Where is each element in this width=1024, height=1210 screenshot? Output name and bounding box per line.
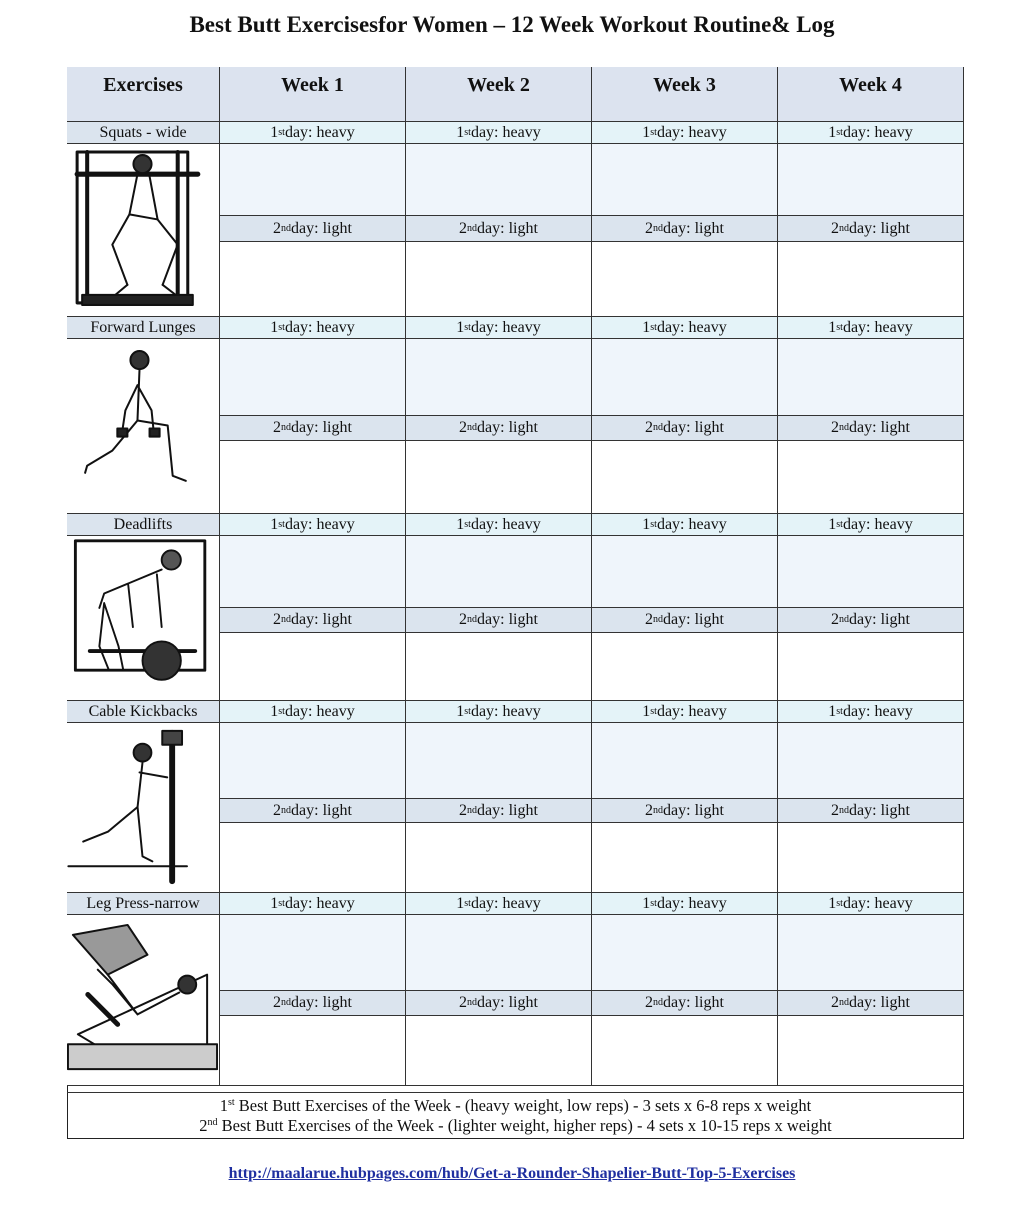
day-text: day: light <box>849 994 910 1011</box>
exercise-image-cell <box>67 915 220 1086</box>
day-ordinal: 2 <box>459 419 468 436</box>
day-ordinal: 1 <box>642 894 651 912</box>
day-text: day: heavy <box>284 702 355 720</box>
light-day-entry-cell[interactable] <box>406 242 592 317</box>
day-ordinal: 2 <box>831 994 840 1011</box>
heavy-day-entry-cell[interactable] <box>406 144 592 216</box>
day-text: day: light <box>291 994 352 1011</box>
day-text: day: heavy <box>470 702 541 720</box>
day-ordinal: 1 <box>270 702 279 720</box>
exercise-name: Cable Kickbacks <box>67 701 220 723</box>
day-ordinal: 2 <box>831 419 840 436</box>
light-day-entry-cell[interactable] <box>220 441 406 514</box>
heavy-day-label: 1 st day: heavy <box>220 514 406 536</box>
day-text: day: light <box>663 801 724 819</box>
day-text: day: heavy <box>656 123 727 141</box>
light-day-label: 2 nd day: light <box>592 216 778 242</box>
light-day-label: 2 nd day: light <box>406 991 592 1016</box>
light-day-entry-cell[interactable] <box>220 1016 406 1086</box>
day-text: day: heavy <box>284 318 355 336</box>
exercise-name: Leg Press-narrow <box>67 893 220 915</box>
day-text: day: heavy <box>842 515 913 533</box>
day-text: day: heavy <box>656 318 727 336</box>
header-week-2: Week 2 <box>406 67 592 122</box>
heavy-day-entry-cell[interactable] <box>778 339 964 416</box>
day-text: day: heavy <box>470 123 541 141</box>
heavy-day-label: 1 st day: heavy <box>406 122 592 144</box>
day-text: day: heavy <box>656 515 727 533</box>
heavy-day-label: 1 st day: heavy <box>592 893 778 915</box>
day-text: day: heavy <box>470 515 541 533</box>
day-ordinal: 2 <box>273 219 282 237</box>
deadlift-illustration <box>67 536 218 699</box>
light-day-entry-cell[interactable] <box>592 441 778 514</box>
day-ordinal: 2 <box>831 801 840 819</box>
footer-ordinal-suffix: st <box>227 1097 235 1108</box>
source-link[interactable]: http://maalarue.hubpages.com/hub/Get-a-Rounder-Shapelier-Butt-Top-5-Exercises <box>228 1165 796 1182</box>
heavy-day-entry-cell[interactable] <box>778 723 964 799</box>
day-ordinal: 1 <box>642 318 651 336</box>
heavy-day-entry-cell[interactable] <box>592 144 778 216</box>
day-text: day: heavy <box>656 702 727 720</box>
exercise-name: Deadlifts <box>67 514 220 536</box>
day-text: day: heavy <box>470 318 541 336</box>
light-day-label: 2 nd day: light <box>220 991 406 1016</box>
day-text: day: light <box>663 219 724 237</box>
day-ordinal: 1 <box>270 894 279 912</box>
light-day-label: 2 nd day: light <box>220 608 406 633</box>
day-ordinal: 2 <box>645 419 654 436</box>
day-ordinal: 1 <box>828 123 837 141</box>
day-text: day: light <box>849 219 910 237</box>
heavy-day-entry-cell[interactable] <box>592 339 778 416</box>
day-ordinal: 1 <box>270 515 279 533</box>
day-ordinal: 1 <box>828 702 837 720</box>
day-text: day: heavy <box>842 894 913 912</box>
heavy-day-entry-cell[interactable] <box>592 723 778 799</box>
day-text: day: light <box>291 611 352 628</box>
day-ordinal: 2 <box>273 801 282 819</box>
day-text: day: heavy <box>842 123 913 141</box>
light-day-entry-cell[interactable] <box>406 823 592 893</box>
footer-text: Best Butt Exercises of the Week - (lighter weight, higher reps) - 4 sets x 10-15 reps x weight <box>217 1116 832 1135</box>
day-ordinal: 2 <box>645 611 654 628</box>
heavy-day-entry-cell[interactable] <box>778 915 964 991</box>
light-day-entry-cell[interactable] <box>406 633 592 701</box>
light-day-entry-cell[interactable] <box>592 633 778 701</box>
light-day-label: 2 nd day: light <box>220 216 406 242</box>
lunge-illustration <box>67 339 218 512</box>
day-ordinal: 1 <box>642 123 651 141</box>
day-text: day: light <box>477 801 538 819</box>
light-day-label: 2 nd day: light <box>778 608 964 633</box>
light-day-label: 2 nd day: light <box>592 799 778 823</box>
day-ordinal: 2 <box>645 994 654 1011</box>
kickback-illustration <box>67 723 218 891</box>
day-text: day: light <box>663 994 724 1011</box>
day-text: day: heavy <box>284 894 355 912</box>
light-day-entry-cell[interactable] <box>406 1016 592 1086</box>
light-day-entry-cell[interactable] <box>406 441 592 514</box>
footer-line-2 <box>67 1116 964 1136</box>
day-text: day: heavy <box>842 318 913 336</box>
light-day-label: 2 nd day: light <box>220 416 406 441</box>
heavy-day-label: 1 st day: heavy <box>220 701 406 723</box>
day-text: day: heavy <box>842 702 913 720</box>
squat-illustration <box>67 144 218 315</box>
footer-ordinal-suffix: nd <box>207 1117 218 1128</box>
light-day-entry-cell[interactable] <box>778 1016 964 1086</box>
day-text: day: heavy <box>470 894 541 912</box>
heavy-day-label: 1 st day: heavy <box>406 893 592 915</box>
leg-press-illustration <box>67 915 218 1084</box>
heavy-day-label: 1 st day: heavy <box>592 122 778 144</box>
heavy-day-label: 1 st day: heavy <box>592 514 778 536</box>
day-ordinal: 2 <box>831 611 840 628</box>
day-ordinal: 1 <box>642 515 651 533</box>
light-day-entry-cell[interactable] <box>220 242 406 317</box>
day-ordinal: 2 <box>273 419 282 436</box>
heavy-day-label: 1 st day: heavy <box>592 701 778 723</box>
light-day-entry-cell[interactable] <box>778 441 964 514</box>
day-text: day: light <box>477 611 538 628</box>
day-ordinal: 2 <box>831 219 840 237</box>
footer-line-1 <box>67 1096 964 1116</box>
heavy-day-entry-cell[interactable] <box>592 536 778 608</box>
light-day-label: 2 nd day: light <box>778 416 964 441</box>
heavy-day-label: 1 st day: heavy <box>220 122 406 144</box>
day-text: day: heavy <box>284 515 355 533</box>
light-day-label: 2 nd day: light <box>592 608 778 633</box>
header-week-3: Week 3 <box>592 67 778 122</box>
footer-notes <box>67 1092 964 1139</box>
heavy-day-entry-cell[interactable] <box>778 536 964 608</box>
light-day-label: 2 nd day: light <box>592 416 778 441</box>
heavy-day-label: 1 st day: heavy <box>406 317 592 339</box>
light-day-entry-cell[interactable] <box>778 633 964 701</box>
exercise-image-cell <box>67 144 220 317</box>
day-text: day: light <box>291 219 352 237</box>
day-ordinal: 2 <box>459 801 468 819</box>
light-day-entry-cell[interactable] <box>592 242 778 317</box>
heavy-day-label: 1 st day: heavy <box>778 317 964 339</box>
heavy-day-entry-cell[interactable] <box>220 339 406 416</box>
light-day-entry-cell[interactable] <box>592 823 778 893</box>
day-ordinal: 2 <box>459 611 468 628</box>
day-text: day: heavy <box>284 123 355 141</box>
day-text: day: light <box>849 419 910 436</box>
light-day-entry-cell[interactable] <box>592 1016 778 1086</box>
heavy-day-label: 1 st day: heavy <box>778 701 964 723</box>
header-week-4: Week 4 <box>778 67 964 122</box>
day-text: day: light <box>663 419 724 436</box>
light-day-label: 2 nd day: light <box>406 416 592 441</box>
day-text: day: light <box>477 994 538 1011</box>
footer-ordinal: 1 <box>219 1096 228 1115</box>
page-title: Best Butt Exercisesfor Women – 12 Week Workout Routine& Log <box>189 12 835 37</box>
heavy-day-label: 1 st day: heavy <box>220 317 406 339</box>
light-day-label: 2 nd day: light <box>778 216 964 242</box>
heavy-day-label: 1 st day: heavy <box>220 893 406 915</box>
heavy-day-entry-cell[interactable] <box>406 339 592 416</box>
header-week-1: Week 1 <box>220 67 406 122</box>
footer-ordinal: 2 <box>199 1116 208 1135</box>
heavy-day-entry-cell[interactable] <box>778 144 964 216</box>
heavy-day-label: 1 st day: heavy <box>778 122 964 144</box>
day-ordinal: 1 <box>828 894 837 912</box>
light-day-entry-cell[interactable] <box>778 823 964 893</box>
heavy-day-entry-cell[interactable] <box>406 536 592 608</box>
heavy-day-label: 1 st day: heavy <box>778 893 964 915</box>
day-text: day: light <box>291 801 352 819</box>
day-ordinal: 2 <box>273 994 282 1011</box>
light-day-label: 2 nd day: light <box>406 608 592 633</box>
day-text: day: light <box>291 419 352 436</box>
day-text: day: light <box>663 611 724 628</box>
day-ordinal: 1 <box>270 318 279 336</box>
day-ordinal: 2 <box>459 219 468 237</box>
day-ordinal: 1 <box>456 894 465 912</box>
workout-log-table <box>67 67 964 1139</box>
exercise-image-cell <box>67 536 220 701</box>
day-ordinal: 2 <box>645 219 654 237</box>
exercise-name: Squats - wide <box>67 122 220 144</box>
day-ordinal: 1 <box>456 702 465 720</box>
heavy-day-entry-cell[interactable] <box>220 536 406 608</box>
day-ordinal: 1 <box>642 702 651 720</box>
day-text: day: light <box>849 611 910 628</box>
day-ordinal: 1 <box>456 123 465 141</box>
exercise-name: Forward Lunges <box>67 317 220 339</box>
header-exercises: Exercises <box>67 67 220 122</box>
light-day-label: 2 nd day: light <box>592 991 778 1016</box>
day-ordinal: 1 <box>456 515 465 533</box>
day-ordinal: 1 <box>270 123 279 141</box>
footer-text: Best Butt Exercises of the Week - (heavy weight, low reps) - 3 sets x 6-8 reps x weight <box>234 1096 812 1115</box>
exercise-image-cell <box>67 339 220 514</box>
day-text: day: light <box>477 419 538 436</box>
light-day-label: 2 nd day: light <box>778 991 964 1016</box>
light-day-entry-cell[interactable] <box>220 633 406 701</box>
day-text: day: light <box>477 219 538 237</box>
heavy-day-entry-cell[interactable] <box>220 144 406 216</box>
day-ordinal: 1 <box>456 318 465 336</box>
exercise-image-cell <box>67 723 220 893</box>
light-day-label: 2 nd day: light <box>406 216 592 242</box>
heavy-day-entry-cell[interactable] <box>406 915 592 991</box>
heavy-day-entry-cell[interactable] <box>592 915 778 991</box>
heavy-day-label: 1 st day: heavy <box>406 514 592 536</box>
heavy-day-label: 1 st day: heavy <box>778 514 964 536</box>
heavy-day-entry-cell[interactable] <box>220 723 406 799</box>
heavy-day-entry-cell[interactable] <box>406 723 592 799</box>
heavy-day-entry-cell[interactable] <box>220 915 406 991</box>
heavy-day-label: 1 st day: heavy <box>406 701 592 723</box>
light-day-label: 2 nd day: light <box>778 799 964 823</box>
day-ordinal: 2 <box>645 801 654 819</box>
heavy-day-label: 1 st day: heavy <box>592 317 778 339</box>
day-text: day: heavy <box>656 894 727 912</box>
day-ordinal: 1 <box>828 318 837 336</box>
light-day-entry-cell[interactable] <box>778 242 964 317</box>
light-day-entry-cell[interactable] <box>220 823 406 893</box>
light-day-label: 2 nd day: light <box>406 799 592 823</box>
day-ordinal: 2 <box>273 611 282 628</box>
day-ordinal: 2 <box>459 994 468 1011</box>
light-day-label: 2 nd day: light <box>220 799 406 823</box>
day-text: day: light <box>849 801 910 819</box>
day-ordinal: 1 <box>828 515 837 533</box>
